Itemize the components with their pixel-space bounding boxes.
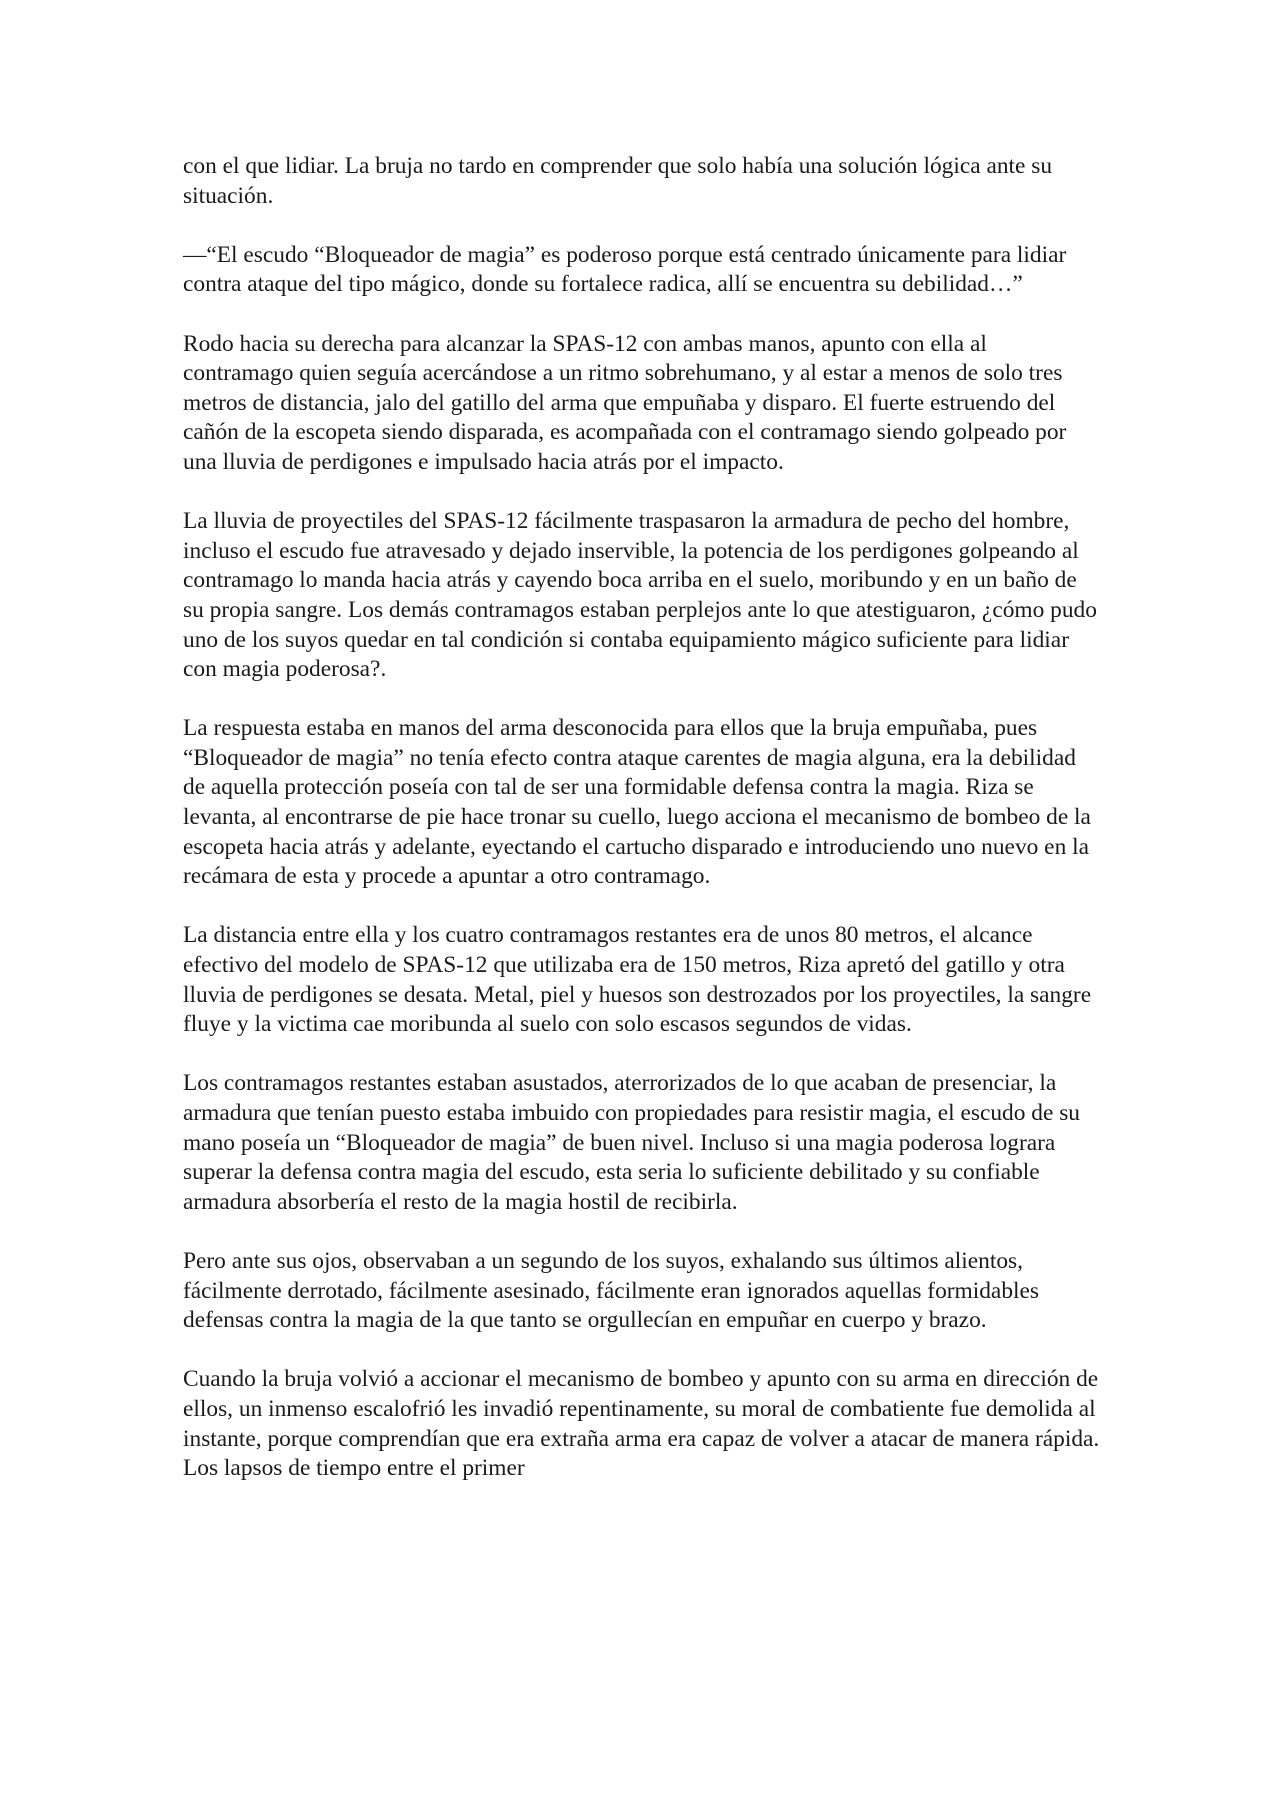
paragraph: La distancia entre ella y los cuatro contramagos restantes era de unos 80 metros, el alcance efectivo del modelo de SPAS-12 que utilizaba era de 150 metros, Riza apretó del gatillo y otra lluvia de perdigones se desata. Metal, piel y huesos son destrozados por los proyectiles, la sangre fluye y la victima cae moribunda al suelo con solo escasos segundos de vidas. [183,922,1092,1038]
paragraph: Cuando la bruja volvió a accionar el mecanismo de bombeo y apunto con su arma en dirección de ellos, un inmenso escalofrió les invadió repentinamente, su moral de combatiente fue demolida al instante, porque comprendían que era extraña arma era capaz de volver a atacar de manera rápida. Los lapsos de tiempo entre el primer [183,1366,1100,1482]
paragraph: con el que lidiar. La bruja no tardo en comprender que solo había una solución lógica ante su situación. [183,153,1053,209]
paragraph: Pero ante sus ojos, observaban a un segundo de los suyos, exhalando sus últimos alientos, fácilmente derrotado, fácilmente asesinado, fácilmente eran ignorados aquellas formidables defensas contra la magia de la que tanto se orgullecían en empuñar en cuerpo y brazo. [183,1247,1039,1334]
paragraph: —“El escudo “Bloqueador de magia” es poderoso porque está centrado únicamente para lidiar contra ataque del tipo mágico, donde su fortalece radica, allí se encuentra su debilidad…” [183,241,1067,298]
document-body [183,152,1103,1484]
paragraph: La lluvia de proyectiles del SPAS-12 fácilmente traspasaron la armadura de pecho del hombre, incluso el escudo fue atravesado y dejado inservible, la potencia de los perdigones golpeando al contramago lo manda hacia atrás y cayendo boca arriba en el suelo, moribundo y en un baño de su propia sangre. Los demás contramagos estaban perplejos ante lo que atestiguaron, ¿cómo pudo uno de los suyos quedar en tal condición si contaba equipamiento mágico suficiente para lidiar con magia poderosa?. [183,508,1097,683]
paragraph: Los contramagos restantes estaban asustados, aterrorizados de lo que acaban de presenciar, la armadura que tenían puesto estaba imbuido con propiedades para resistir magia, el escudo de su mano poseía un “Bloqueador de magia” de buen nivel. Incluso si una magia poderosa lograra superar la defensa contra magia del escudo, esta seria lo suficiente debilitado y su confiable armadura absorbería el resto de la magia hostil de recibirla. [183,1070,1080,1215]
paragraph: Rodo hacia su derecha para alcanzar la SPAS-12 con ambas manos, apunto con ella al contramago quien seguía acercándose a un ritmo sobrehumano, y al estar a menos de solo tres metros de distancia, jalo del gatillo del arma que empuñaba y disparo. El fuerte estruendo del cañón de la escopeta siendo disparada, es acompañada con el contramago siendo golpeado por una lluvia de perdigones e impulsado hacia atrás por el impacto. [183,330,1067,475]
paragraph: La respuesta estaba en manos del arma desconocida para ellos que la bruja empuñaba, pues “Bloqueador de magia” no tenía efecto contra ataque carentes de magia alguna, era la debilidad de aquella protección poseía con tal de ser una formidable defensa contra la magia. Riza se levanta, al encontrarse de pie hace tronar su cuello, luego acciona el mecanismo de bombeo de la escopeta hacia atrás y adelante, eyectando el cartucho disparado e introduciendo uno nuevo en la recámara de esta y procede a apuntar a otro contramago. [183,715,1091,890]
